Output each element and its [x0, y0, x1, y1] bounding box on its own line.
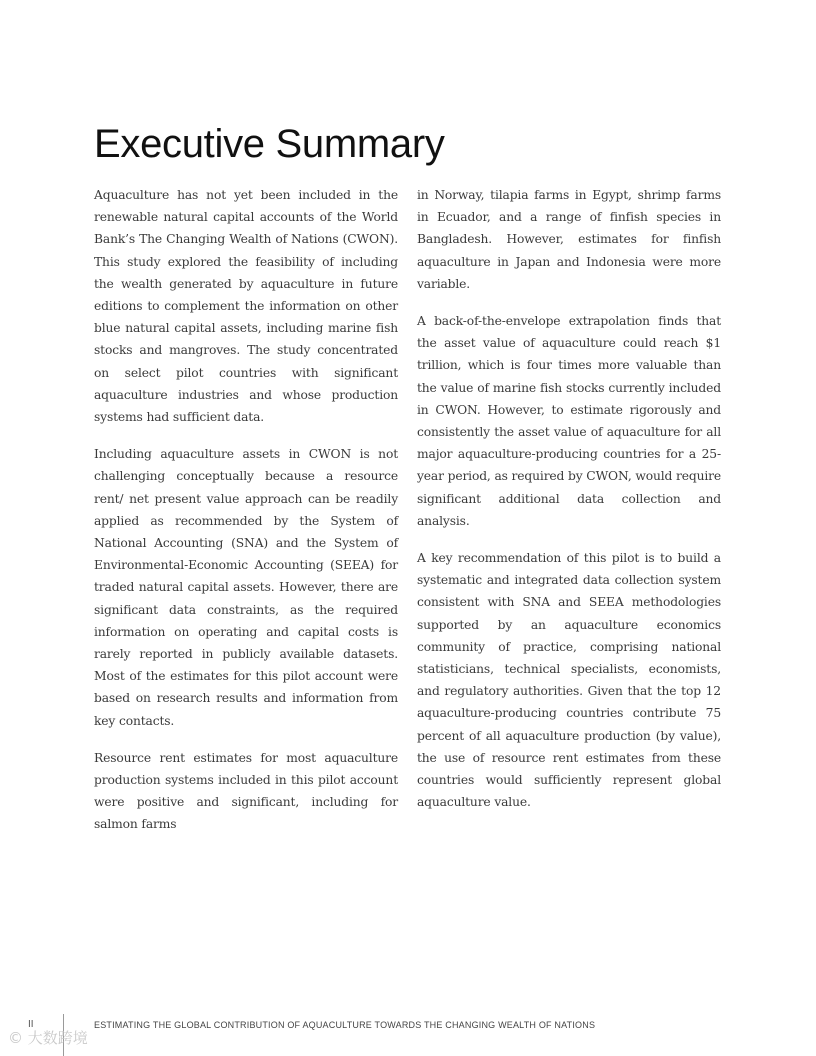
watermark [8, 1027, 88, 1048]
right-column [417, 184, 721, 828]
paragraph: Including aquaculture assets in CWON is not challenging conceptually because a resource rent/ net present value approach can be readily applied as recommended by the System of National Accounting (SNA) and the System of Environmental-Economic Accounting (SEEA) for traded natural capital assets. However, there are significant data constraints, as the required information on operating and capital costs is rarely reported in publicly available datasets. Most of the estimates for this pilot account were based on research results and information from key contacts. [94, 447, 398, 728]
paragraph: in Norway, tilapia farms in Egypt, shrimp farms in Ecuador, and a range of finfish species in Bangladesh. However, estimates for finfish aquaculture in Japan and Indonesia were more variable. [417, 188, 721, 291]
watermark-logo-icon: © [8, 1029, 23, 1047]
page-number: II [28, 1019, 34, 1030]
page-title: Executive Summary [94, 122, 445, 166]
watermark-text: 大数跨境 [27, 1029, 88, 1047]
paragraph: Aquaculture has not yet been included in the renewable natural capital accounts of the World Bank’s The Changing Wealth of Nations (CWON). This study explored the feasibility of including the wealth generated by aquaculture in future editions to complement the information on other blue natural capital assets, including marine fish stocks and mangroves. The study concentrated on select pilot countries with significant aquaculture industries and whose production systems had sufficient data. [94, 188, 398, 425]
left-column [94, 184, 398, 851]
paragraph: A back-of-the-envelope extrapolation finds that the asset value of aquaculture could reach $1 trillion, which is four times more valuable than the value of marine fish stocks currently included in CWON. However, to estimate rigorously and consistently the asset value of aquaculture for all major aquaculture-producing countries for a 25-year period, as required by CWON, would require significant additional data collection and analysis. [417, 314, 721, 528]
running-title: ESTIMATING THE GLOBAL CONTRIBUTION OF AQUACULTURE TOWARDS THE CHANGING WEALTH OF NATIONS [94, 1020, 596, 1030]
paragraph: A key recommendation of this pilot is to build a systematic and integrated data collection system consistent with SNA and SEEA methodologies supported by an aquaculture economics community of practice, comprising national statisticians, technical specialists, economists, and regulatory authorities. Given that the top 12 aquaculture-producing countries contribute 75 percent of all aquaculture production (by value), the use of resource rent estimates from these countries would sufficiently represent global aquaculture value. [417, 551, 721, 810]
paragraph: Resource rent estimates for most aquaculture production systems included in this pilot account were positive and significant, including for salmon farms [94, 750, 398, 832]
